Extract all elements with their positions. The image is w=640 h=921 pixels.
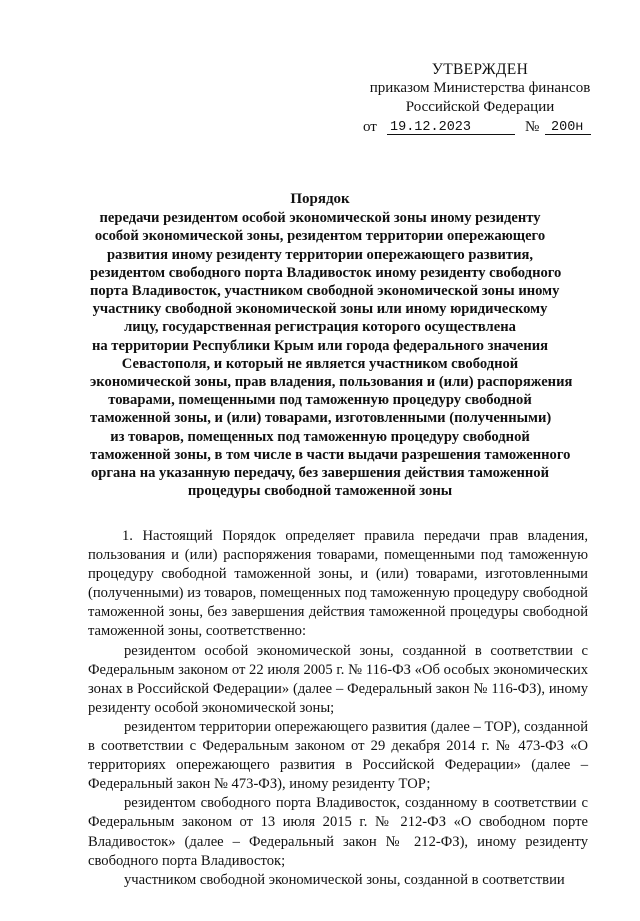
title-line: таможенной зоны, в том числе в части выдачи разрешения таможенного xyxy=(90,446,571,463)
title-line: порта Владивосток, участником свободной экономической зоны иному xyxy=(90,283,560,300)
title-line: Севастополя, и который не является участником свободной xyxy=(121,355,519,372)
title-line: товарами, помещенными под таможенную процедуру свободной xyxy=(108,392,532,409)
document-body xyxy=(88,527,588,890)
title-line: особой экономической зоны, резидентом территории опережающего xyxy=(94,228,546,245)
title-main: Порядок xyxy=(290,191,350,207)
date-prefix: от xyxy=(363,119,377,135)
body-paragraph: резидентом территории опережающего развития (далее – ТОР), созданной в соответствии с Федеральным законом от 29 декабря 2014 г. № 473-ФЗ «О территориях опережающего развития в Российской Федерации» (далее – Федеральный закон № 473-ФЗ), иному резиденту ТОР; xyxy=(88,718,588,793)
title-line: на территории Республики Крым или города федерального значения xyxy=(91,337,549,354)
body-paragraph: 1. Настоящий Порядок определяет правила передачи прав владения, пользования и (или) распоряжения товарами, помещенными под таможенную процедуру свободной таможенной зоны, и (или) товарами, изготовленными (полученными) из товаров, помещенных под таможенную процедуру свободной таможенной зоны, без завершения действия таможенной процедуры свободной таможенной зоны, соответственно: xyxy=(88,528,588,640)
title-line: из товаров, помещенных под таможенную процедуру свободной xyxy=(110,428,530,445)
approval-line-1: приказом Министерства финансов xyxy=(369,80,591,96)
approved-heading: УТВЕРЖДЕН xyxy=(431,61,529,78)
order-date-number xyxy=(363,118,603,138)
order-date: 19.12.2023 xyxy=(387,118,515,135)
approval-stamp xyxy=(360,60,600,117)
title-line: участнику свободной экономической зоны или иному юридическому xyxy=(92,301,548,318)
title-line: лицу, государственная регистрация которого осуществлена xyxy=(124,319,516,336)
title-line: таможенной зоны, и (или) товарами, изготовленными (полученными) xyxy=(90,410,552,427)
body-paragraph: участником свободной экономической зоны, созданной в соответствии xyxy=(124,871,565,888)
approval-line-2: Российской Федерации xyxy=(405,99,555,115)
title-line: экономической зоны, прав владения, пользования и (или) распоряжения xyxy=(90,374,573,391)
body-paragraph: резидентом свободного порта Владивосток, созданному в соответствии с Федеральным законом от 13 июля 2015 г. № 212-ФЗ «О свободном порте Владивосток» (далее – Федеральный закон № 212-ФЗ), иному резиденту свободного порта Владивосток; xyxy=(88,795,588,869)
title-line: резидентом свободного порта Владивосток иному резиденту свободного xyxy=(90,264,562,281)
number-prefix: № xyxy=(525,119,540,135)
title-line: передачи резидентом особой экономической зоны иному резиденту xyxy=(99,210,541,227)
order-number: 200н xyxy=(545,118,591,135)
title-line: органа на указанную передачу, без завершения действия таможенной xyxy=(91,465,549,482)
document-title xyxy=(90,190,573,500)
title-line: процедуры свободной таможенной зоны xyxy=(187,483,453,500)
title-line: развития иному резиденту территории опережающего развития, xyxy=(106,246,534,263)
body-paragraph: резидентом особой экономической зоны, созданной в соответствии с Федеральным законом от 22 июля 2005 г. № 116-ФЗ «Об особых экономических зонах в Российской Федерации» (далее – Федеральный закон № 116-ФЗ), иному резиденту особой экономической зоны; xyxy=(88,642,588,716)
